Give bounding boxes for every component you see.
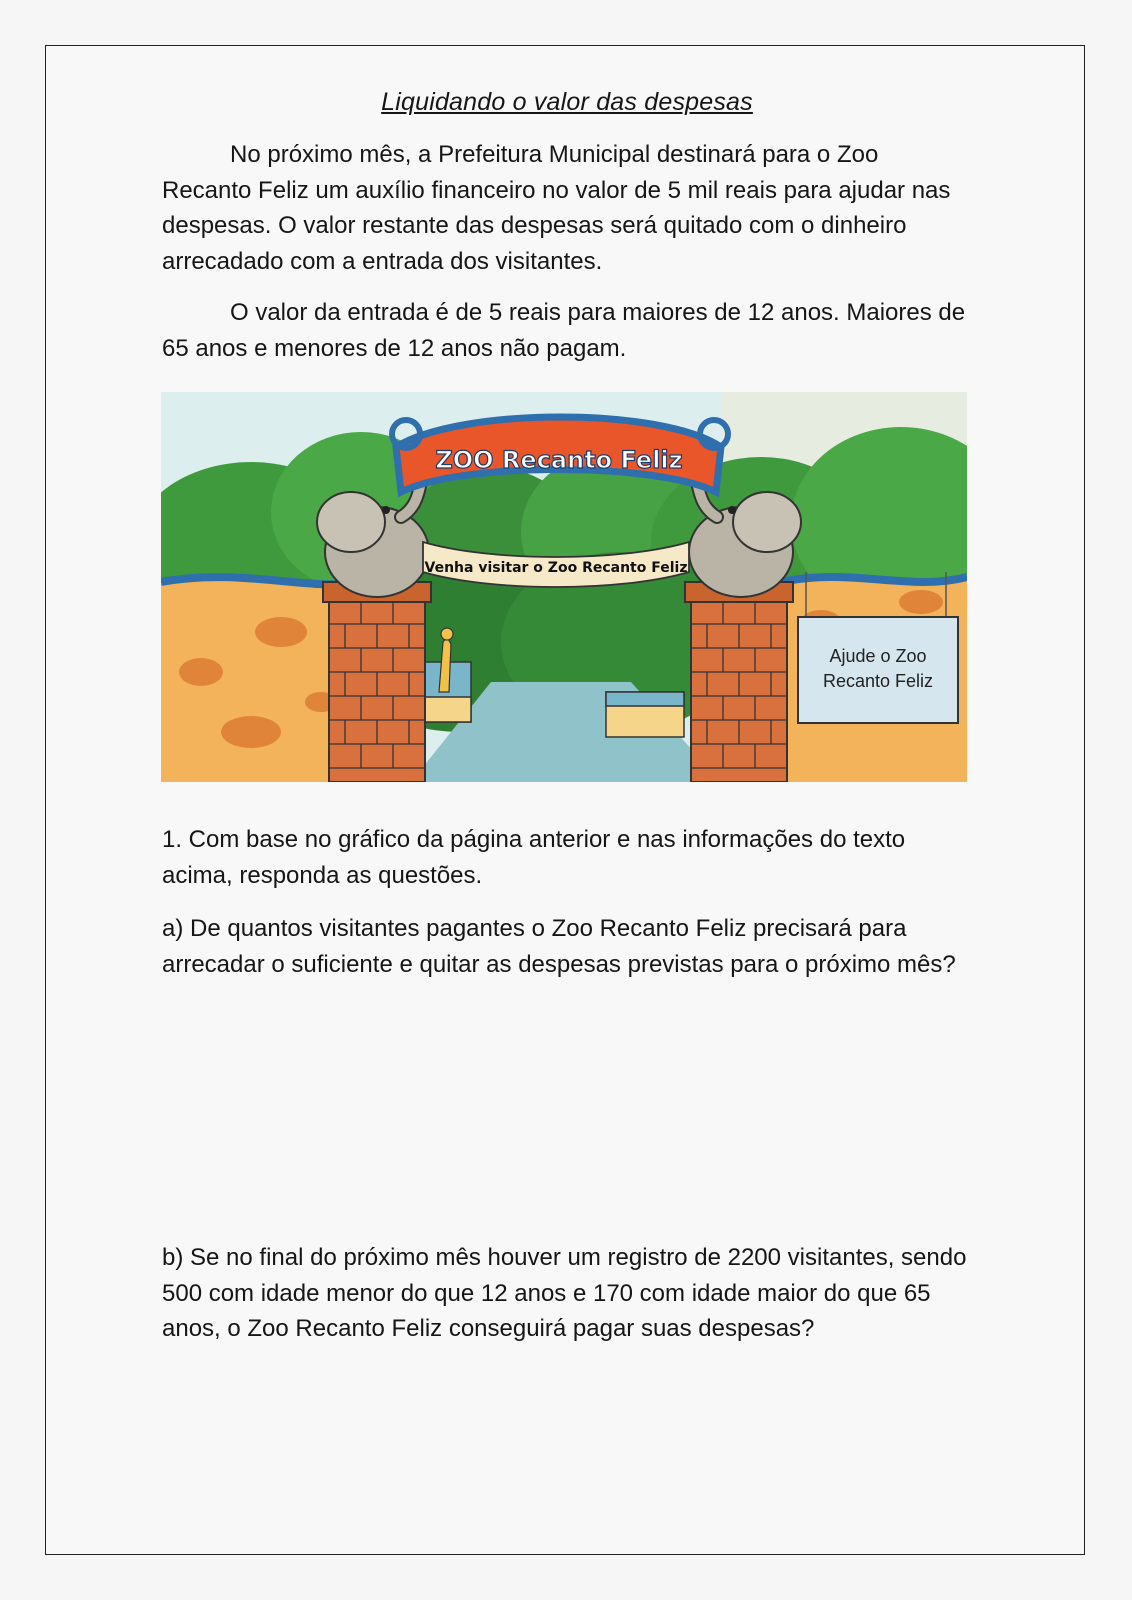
arch-sign-text: ZOO Recanto Feliz xyxy=(435,446,683,474)
paragraph-subsidy: No próximo mês, a Prefeitura Municipal destinará para o Zoo Recanto Feliz um auxílio financeiro no valor de 5 mil reais para ajudar nas despesas. O valor restante das despesas será quitado com o dinheiro arrecadado com a entrada dos visitantes. xyxy=(162,141,951,275)
left-brick-pillar xyxy=(323,582,431,782)
worksheet-content xyxy=(162,88,972,1342)
worksheet-title: Liquidando o valor das despesas xyxy=(381,88,753,116)
board-line-1: Ajude o Zoo xyxy=(829,646,927,666)
question-a: a) De quantos visitantes pagantes o Zoo Recanto Feliz precisará para arrecadar o suficiente e quitar as despesas previstas para o próximo mês? xyxy=(162,915,956,978)
zoo-entrance-illustration xyxy=(161,392,967,782)
question-1-intro: 1. Com base no gráfico da página anterior e nas informações do texto acima, responda as questões. xyxy=(162,826,906,889)
paragraph-ticket-price: O valor da entrada é de 5 reais para maiores de 12 anos. Maiores de 65 anos e menores de 12 anos não pagam. xyxy=(162,299,966,362)
question-b: b) Se no final do próximo mês houver um registro de 2200 visitantes, sendo 500 com idade menor do que 12 anos e 170 com idade maior do que 65 anos, o Zoo Recanto Feliz conseguirá pagar suas despesas? xyxy=(162,1244,967,1342)
right-brick-pillar xyxy=(685,582,793,782)
questions-section xyxy=(162,822,972,982)
board-line-2: Recanto Feliz xyxy=(822,671,934,691)
banner-text: Venha visitar o Zoo Recanto Feliz xyxy=(424,560,688,576)
